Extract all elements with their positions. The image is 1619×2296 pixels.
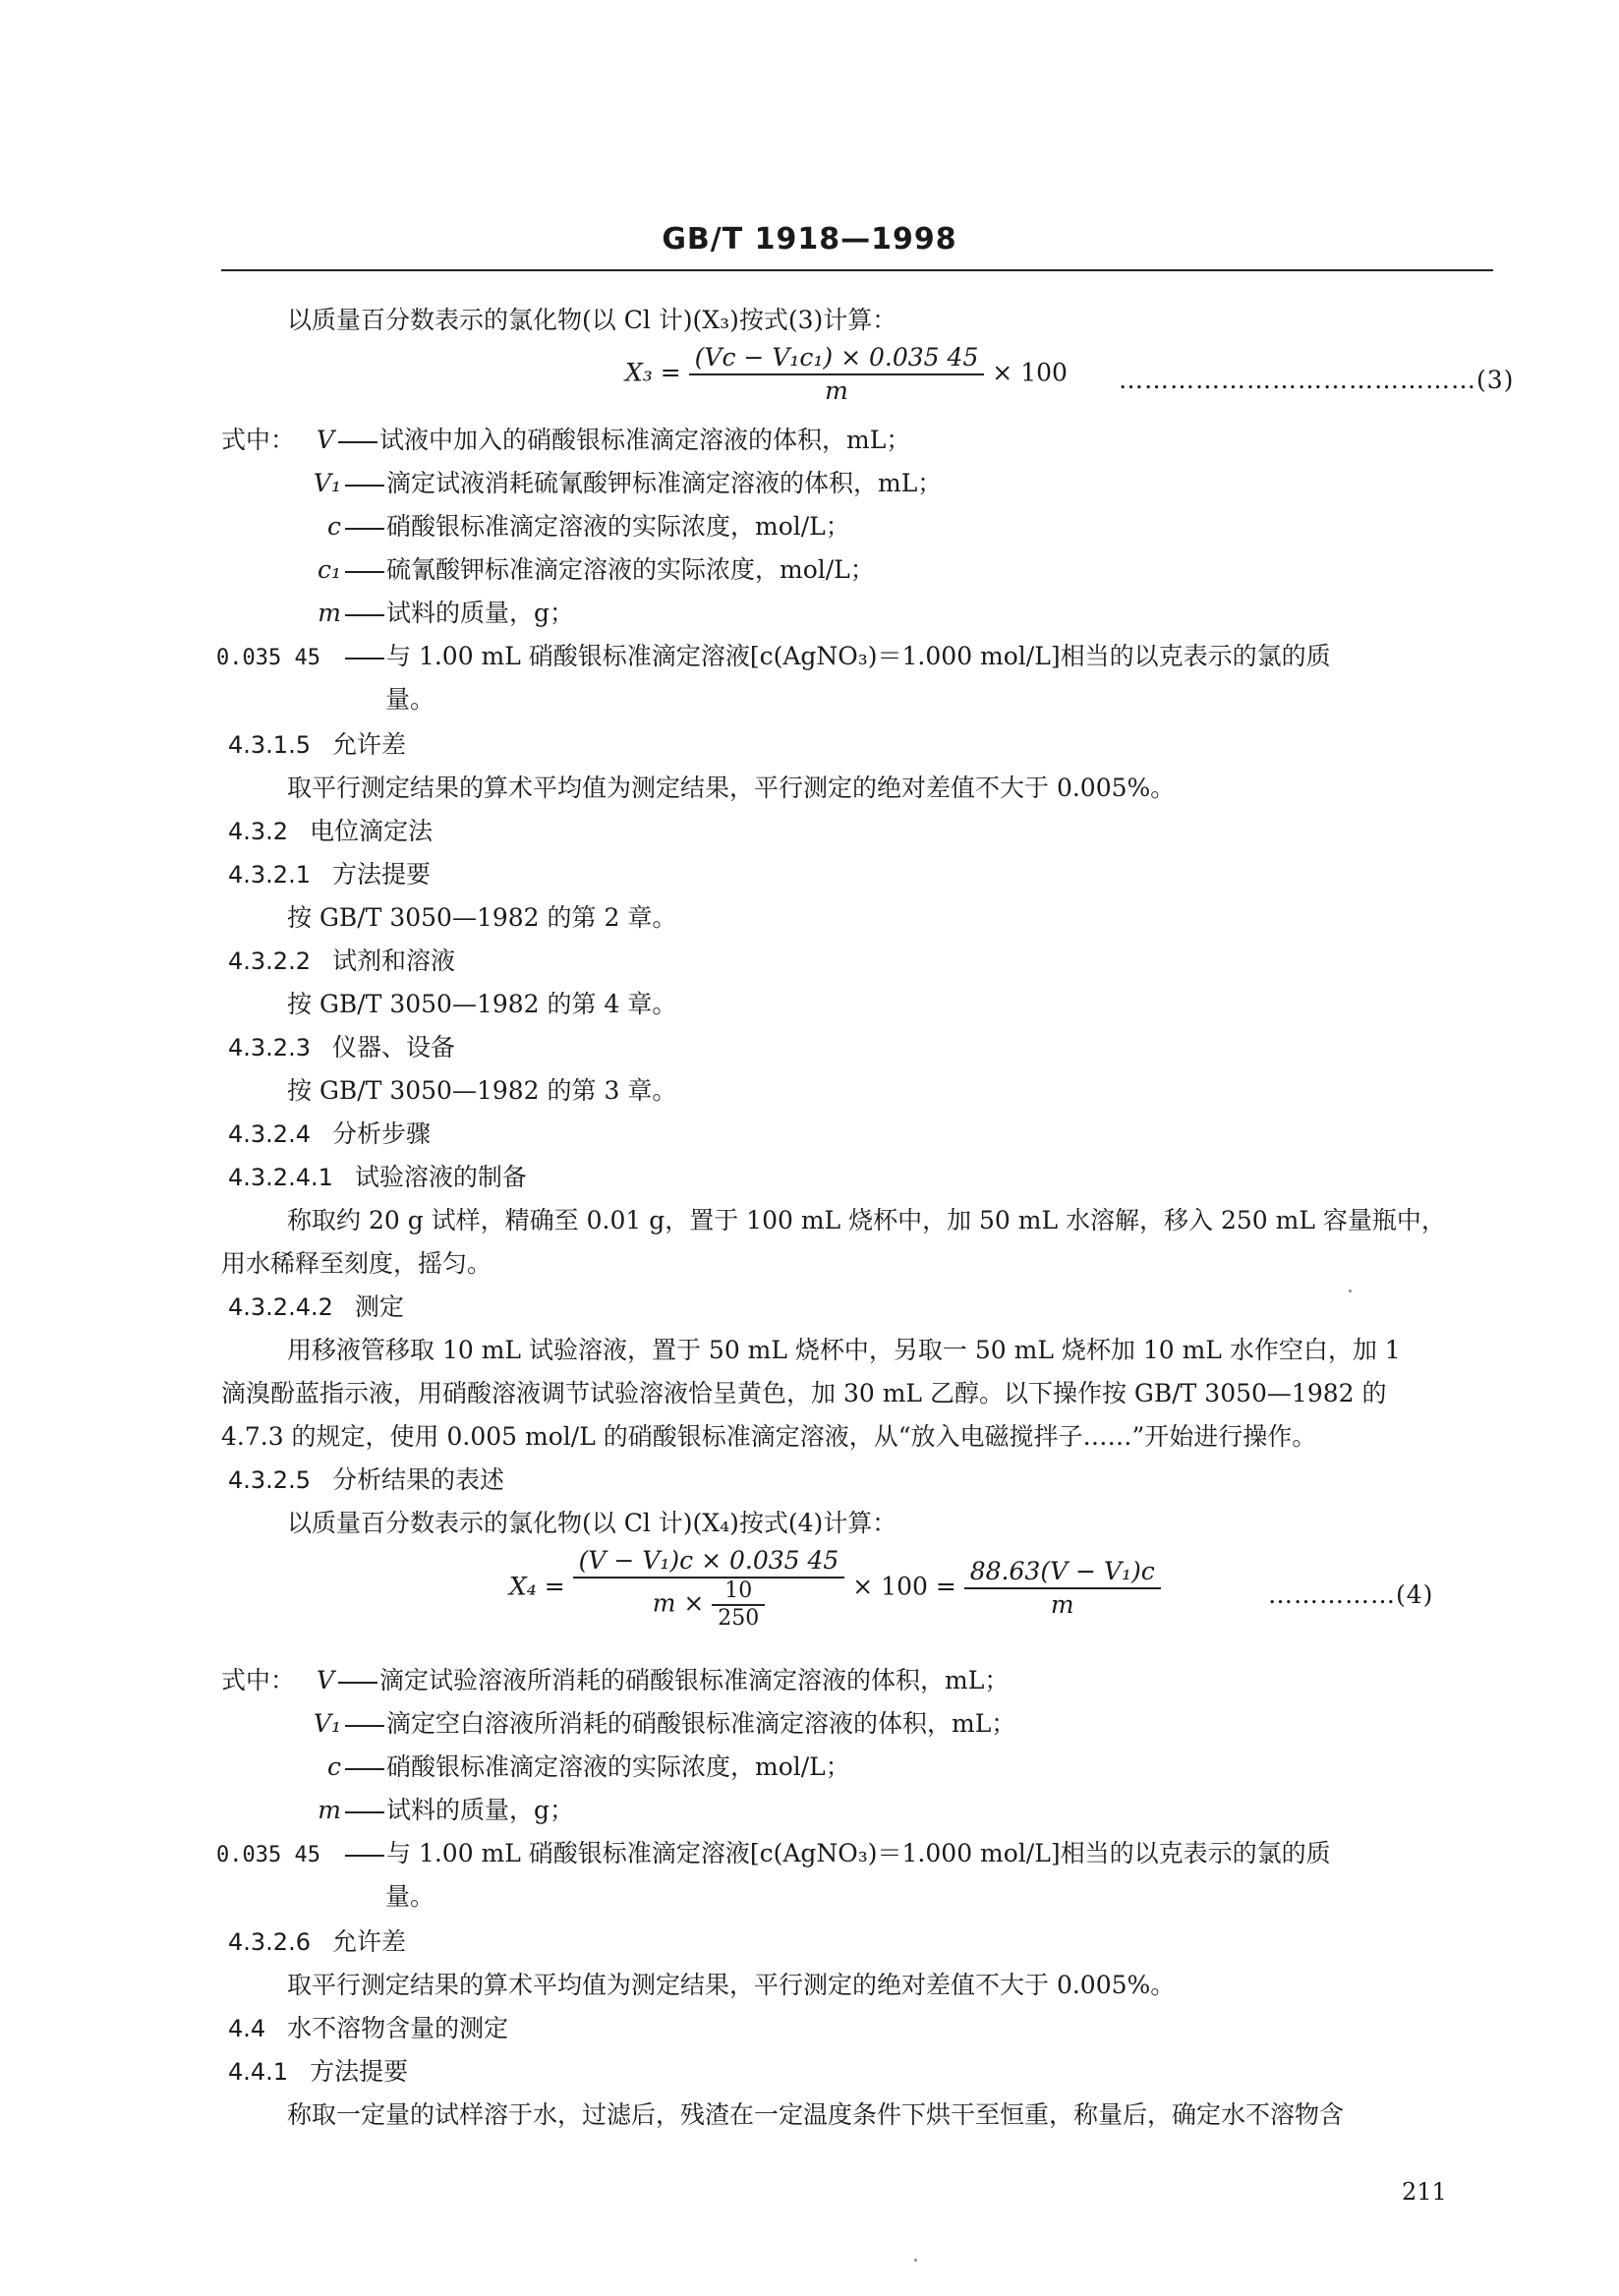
formula4-denominator-2: m	[1050, 1590, 1074, 1619]
formula3-fraction	[689, 342, 985, 407]
section-4-4-1: 4.4.1 方法提要	[228, 2057, 409, 2086]
para-4-3-2-4-2-line-3: 4.7.3 的规定，使用 0.005 mol/L 的硝酸银标准滴定溶液，从“放入电磁搅拌子……”开始进行操作。	[221, 1422, 1317, 1451]
section-4-3-2-3: 4.3.2.3 仪器、设备	[228, 1033, 455, 1062]
scan-speck	[914, 2259, 917, 2262]
section-4-3-2-2: 4.3.2.2 试剂和溶液	[228, 947, 455, 975]
header-rule	[221, 269, 1493, 271]
def4-row-3: m 试料的质量，g；	[318, 1796, 575, 1824]
section-4-3-2: 4.3.2 电位滴定法	[228, 817, 434, 845]
section-4-3-2-4: 4.3.2.4 分析步骤	[228, 1119, 431, 1148]
def3-row-1: V₁ 滴定试液消耗硫氰酸钾标准滴定溶液的体积，mL；	[313, 469, 943, 497]
para-4-3-2-4-1-line-1: 称取约 20 g 试样，精确至 0.01 g，置于 100 mL 烧杯中，加 50 mL 水溶解，移入 250 mL 容量瓶中，	[287, 1206, 1446, 1234]
formula4-lhs: X₄ =	[509, 1572, 565, 1601]
formula3-tail: × 100	[992, 358, 1068, 387]
formula-4	[509, 1545, 1161, 1632]
formula3-lhs: X₃ =	[625, 358, 681, 387]
para-4-3-1-5: 取平行测定结果的算术平均值为测定结果，平行测定的绝对差值不大于 0.005%。	[287, 774, 1176, 802]
section-4-3-2-4-2: 4.3.2.4.2 测定	[228, 1292, 404, 1321]
formula4-mid: × 100 =	[852, 1572, 956, 1601]
def3-row-2: c 硝酸银标准滴定溶液的实际浓度，mol/L；	[326, 512, 850, 541]
section-4-3-1-5: 4.3.1.5 允许差	[228, 730, 406, 759]
formula4-denominator: m × $\frac{10}{250}$	[573, 1578, 845, 1632]
formula4-dilution-fraction: $\frac{10}{250}$	[712, 1578, 765, 1632]
para-4-3-2-4-2-line-1: 用移液管移取 10 mL 试验溶液，置于 50 mL 烧杯中，另取一 50 mL 烧杯加 10 mL 水作空白，加 1	[287, 1336, 1401, 1364]
formula4-fraction-1	[573, 1545, 845, 1632]
para-4-4-1: 称取一定量的试样溶于水，过滤后，残渣在一定温度条件下烘干至恒重，称量后，确定水不溶物含	[287, 2100, 1345, 2129]
formula3-intro: 以质量百分数表示的氯化物(以 Cl 计)(X₃)按式(3)计算：	[287, 306, 897, 334]
para-4-3-2-4-1-line-2: 用水稀释至刻度，摇匀。	[221, 1249, 492, 1278]
def4-row-2: c 硝酸银标准滴定溶液的实际浓度，mol/L；	[326, 1752, 850, 1781]
section-4-4: 4.4 水不溶物含量的测定	[228, 2014, 509, 2042]
formula3-denominator: m	[825, 376, 848, 405]
para-4-3-2-3: 按 GB/T 3050—1982 的第 3 章。	[287, 1076, 677, 1105]
para-4-3-2-1: 按 GB/T 3050—1982 的第 2 章。	[287, 903, 677, 932]
formula4-numerator: (V − V₁)c × 0.035 45	[573, 1545, 845, 1578]
para-4-3-2-6: 取平行测定结果的算术平均值为测定结果，平行测定的绝对差值不大于 0.005%。	[287, 1971, 1176, 1999]
def4-row-1: V₁ 滴定空白溶液所消耗的硝酸银标准滴定溶液的体积，mL；	[313, 1709, 1016, 1738]
def3-row-5: 0.035 45 与 1.00 mL 硝酸银标准滴定溶液[c(AgNO₃)＝1.000 mol/L]相当的以克表示的氯的质	[216, 642, 1331, 670]
def3-continuation: 量。	[385, 685, 435, 714]
def3-row-3: c₁ 硫氰酸钾标准滴定溶液的实际浓度，mol/L；	[317, 555, 875, 584]
formula4-number: ……………(4)	[1268, 1580, 1434, 1609]
standard-header: GB/T 1918—1998	[662, 222, 957, 257]
formula-3	[625, 342, 1068, 407]
formula3-numerator: (Vc − V₁c₁) × 0.035 45	[689, 342, 985, 375]
para-4-3-2-2: 按 GB/T 3050—1982 的第 4 章。	[287, 990, 677, 1018]
section-4-3-2-5: 4.3.2.5 分析结果的表述	[228, 1465, 504, 1494]
formula4-intro: 以质量百分数表示的氯化物(以 Cl 计)(X₄)按式(4)计算：	[287, 1509, 897, 1537]
scan-speck	[1349, 1290, 1352, 1292]
def3-row-4: m 试料的质量，g；	[318, 599, 575, 627]
page-number: 211	[1402, 2178, 1447, 2206]
def4-row-4: 0.035 45 与 1.00 mL 硝酸银标准滴定溶液[c(AgNO₃)＝1.000 mol/L]相当的以克表示的氯的质	[216, 1839, 1331, 1867]
def3-row-0: 式中： V 试液中加入的硝酸银标准滴定溶液的体积，mL；	[221, 426, 911, 454]
section-4-3-2-6: 4.3.2.6 允许差	[228, 1927, 406, 1956]
formula4-numerator-2: 88.63(V − V₁)c	[964, 1556, 1161, 1589]
def4-row-0: 式中： V 滴定试验溶液所消耗的硝酸银标准滴定溶液的体积，mL；	[221, 1666, 1010, 1694]
def4-continuation: 量。	[385, 1882, 435, 1911]
formula4-fraction-2	[964, 1556, 1161, 1621]
formula3-number: ……………………………………(3)	[1119, 366, 1515, 394]
section-4-3-2-4-1: 4.3.2.4.1 试验溶液的制备	[228, 1163, 527, 1191]
para-4-3-2-4-2-line-2: 滴溴酚蓝指示液，用硝酸溶液调节试验溶液恰呈黄色，加 30 mL 乙醇。以下操作按 GB/T 3050—1982 的	[221, 1379, 1387, 1407]
section-4-3-2-1: 4.3.2.1 方法提要	[228, 860, 431, 889]
